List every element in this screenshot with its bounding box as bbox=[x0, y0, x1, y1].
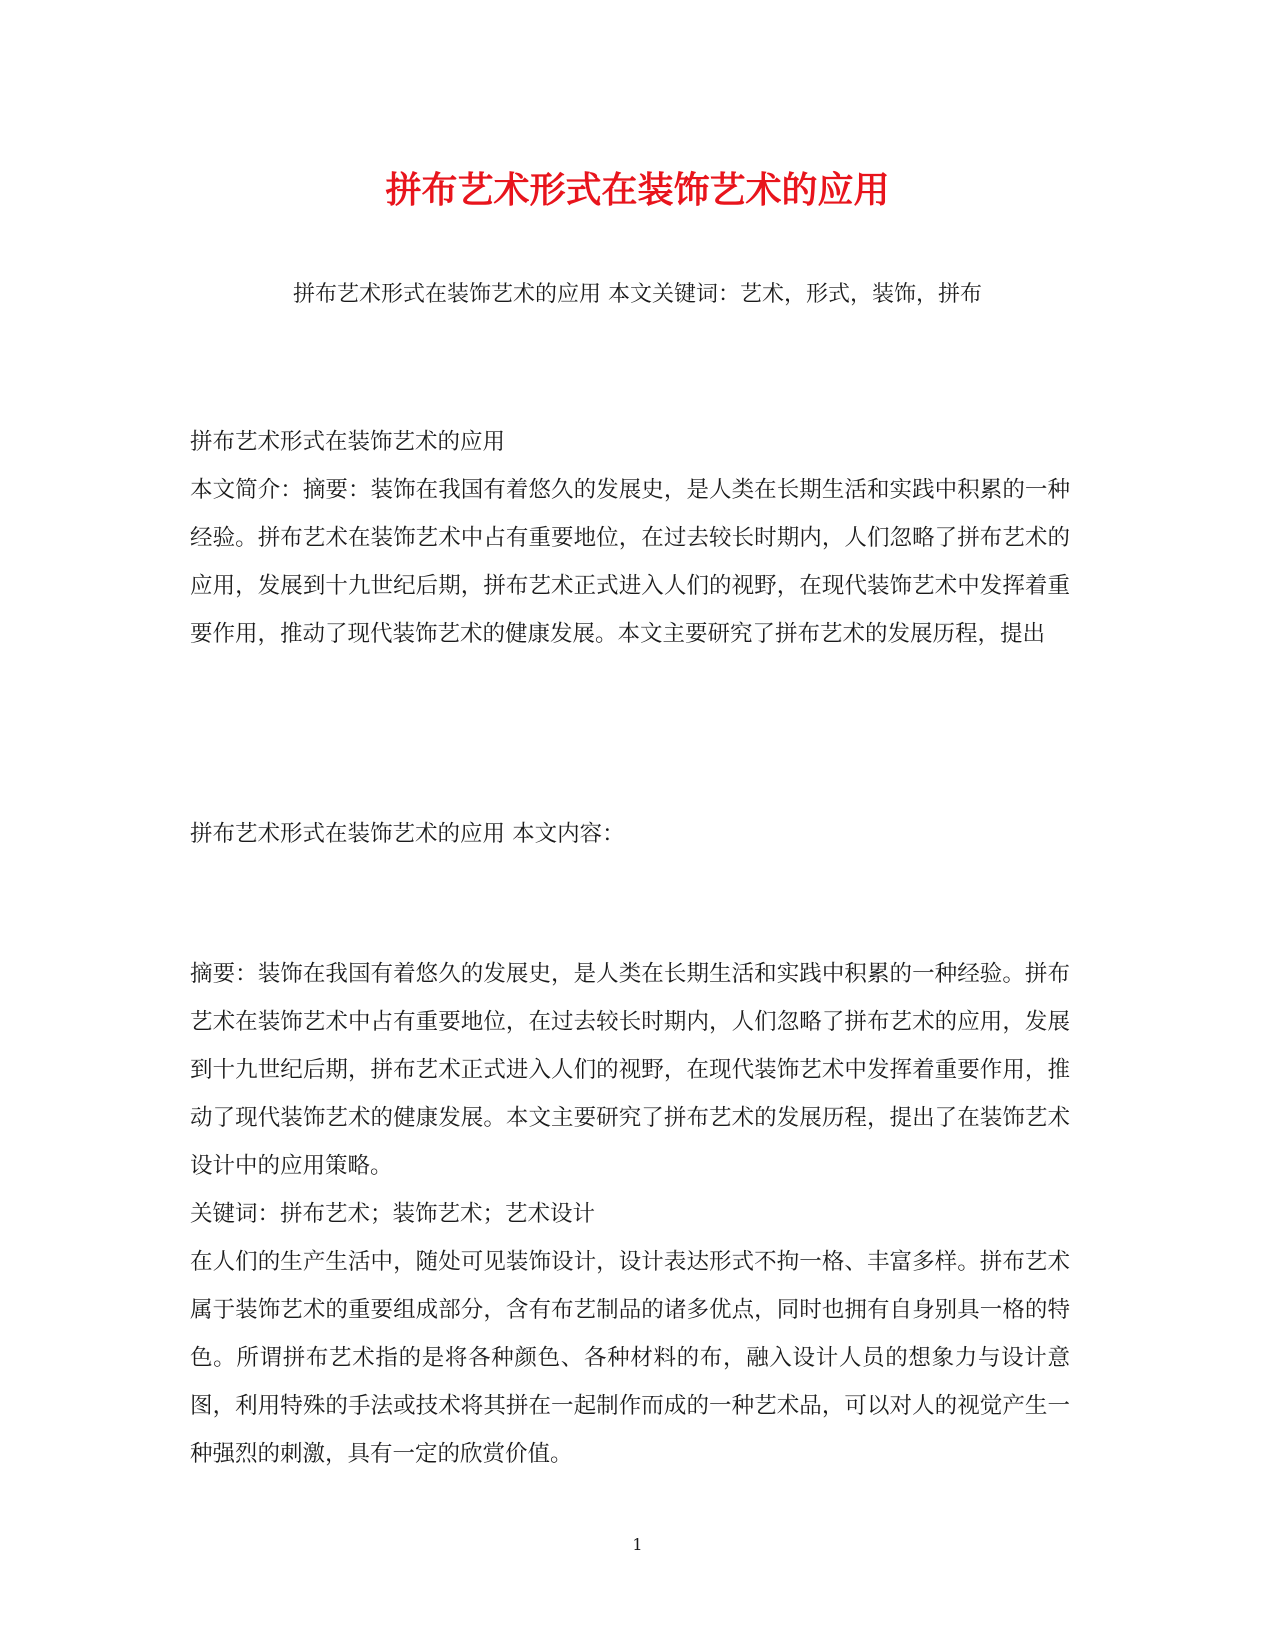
section-intro bbox=[190, 418, 1070, 658]
section-content-heading bbox=[190, 810, 1070, 858]
abstract-paragraph: 摘要：装饰在我国有着悠久的发展史，是人类在长期生活和实践中积累的一种经验。拼布艺术在装饰艺术中占有重要地位，在过去较长时期内，人们忽略了拼布艺术的应用，发展到十九世纪后期，拼布艺术正式进入人们的视野，在现代装饰艺术中发挥着重要作用，推动了现代装饰艺术的健康发展。本文主要研究了拼布艺术的发展历程，提出了在装饰艺术设计中的应用策略。 bbox=[190, 961, 1070, 1179]
page-number: 1 bbox=[632, 1535, 643, 1554]
keywords-line: 关键词：拼布艺术；装饰艺术；艺术设计 bbox=[190, 1201, 596, 1227]
body-paragraph: 在人们的生产生活中，随处可见装饰设计，设计表达形式不拘一格、丰富多样。拼布艺术属于装饰艺术的重要组成部分，含有布艺制品的诸多优点，同时也拥有自身别具一格的特色。所谓拼布艺术指的是将各种颜色、各种材料的布，融入设计人员的想象力与设计意图，利用特殊的手法或技术将其拼在一起制作而成的一种艺术品，可以对人的视觉产生一种强烈的刺激，具有一定的欣赏价值。 bbox=[190, 1249, 1070, 1467]
section-heading: 拼布艺术形式在装饰艺术的应用 bbox=[190, 429, 506, 455]
content-heading: 拼布艺术形式在装饰艺术的应用 本文内容： bbox=[190, 821, 625, 847]
intro-paragraph: 本文简介：摘要：装饰在我国有着悠久的发展史，是人类在长期生活和实践中积累的一种经验。拼布艺术在装饰艺术中占有重要地位，在过去较长时期内，人们忽略了拼布艺术的应用，发展到十九世纪后期，拼布艺术正式进入人们的视野，在现代装饰艺术中发挥着重要作用，推动了现代装饰艺术的健康发展。本文主要研究了拼布艺术的发展历程，提出 bbox=[190, 477, 1070, 647]
document-subtitle-keywords: 拼布艺术形式在装饰艺术的应用 本文关键词：艺术，形式，装饰，拼布 bbox=[293, 282, 982, 307]
section-main-content bbox=[190, 950, 1070, 1478]
document-title: 拼布艺术形式在装饰艺术的应用 bbox=[385, 169, 890, 211]
